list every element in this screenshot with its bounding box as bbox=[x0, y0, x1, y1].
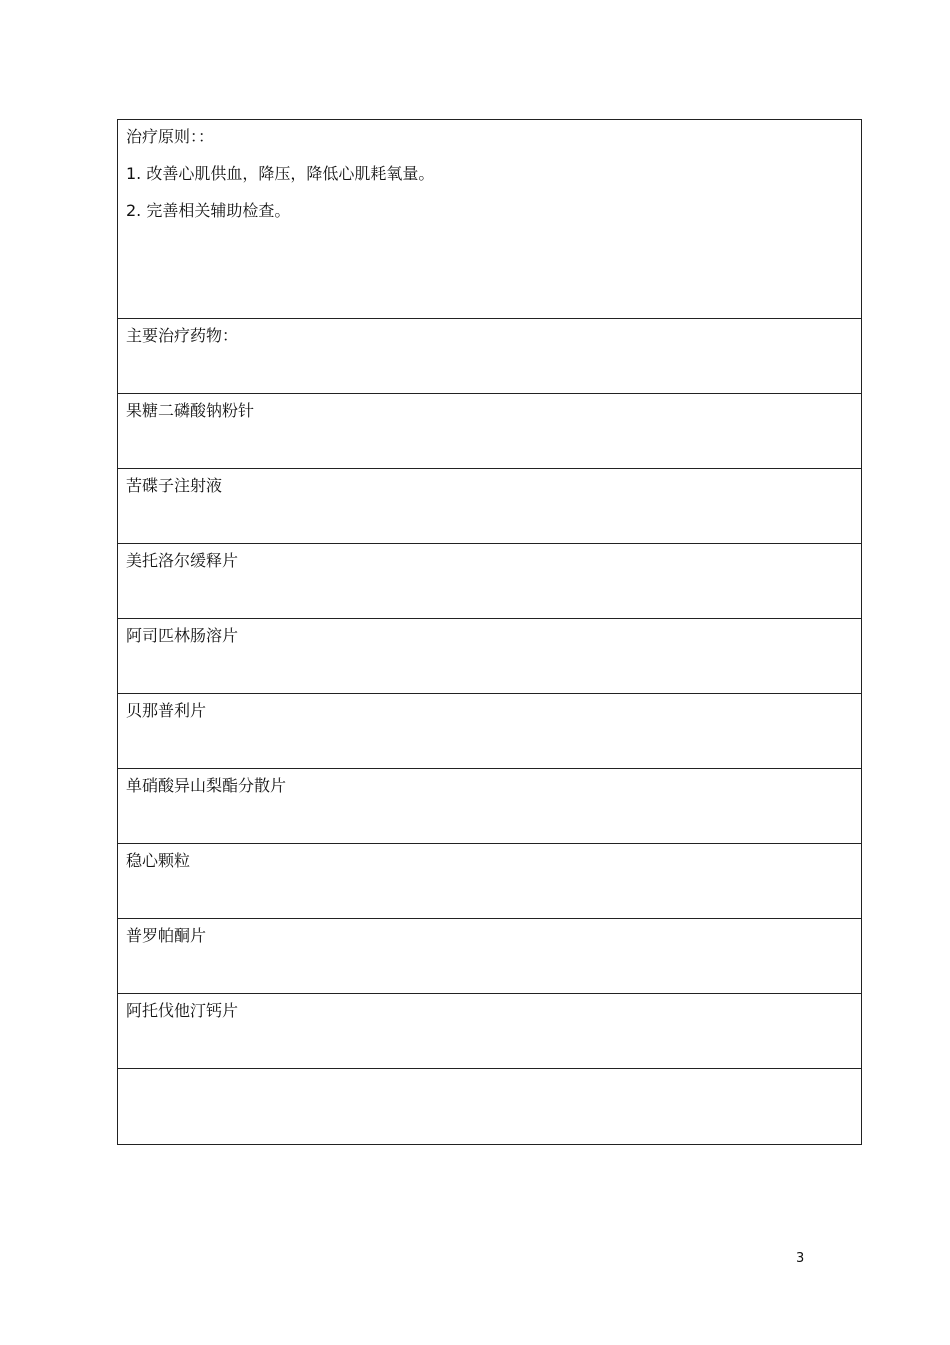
treatment-principle-item: 2. 完善相关辅助检查。 bbox=[126, 201, 291, 220]
medication-name: 美托洛尔缓释片 bbox=[126, 551, 239, 570]
medications-header: 主要治疗药物： bbox=[126, 326, 239, 345]
medication-name: 贝那普利片 bbox=[126, 701, 207, 720]
medication-name: 苦碟子注射液 bbox=[126, 476, 223, 495]
page-number: 3 bbox=[796, 1251, 805, 1266]
medication-row bbox=[118, 619, 861, 694]
medication-name: 阿托伐他汀钙片 bbox=[126, 1001, 239, 1020]
medication-row bbox=[118, 694, 861, 769]
medication-name: 普罗帕酮片 bbox=[126, 926, 207, 945]
medication-row bbox=[118, 844, 861, 919]
medication-row bbox=[118, 769, 861, 844]
medication-row bbox=[118, 994, 861, 1069]
medication-name: 稳心颗粒 bbox=[126, 851, 191, 870]
medication-row bbox=[118, 394, 861, 469]
medication-row bbox=[118, 469, 861, 544]
treatment-principle-item: 1. 改善心肌供血，降压，降低心肌耗氧量。 bbox=[126, 164, 435, 183]
medication-row bbox=[118, 919, 861, 994]
medications-header-cell bbox=[118, 319, 861, 394]
treatment-table bbox=[117, 119, 862, 1145]
medication-name: 果糖二磷酸钠粉针 bbox=[126, 401, 255, 420]
treatment-principles-label: 治疗原则：： bbox=[126, 127, 215, 146]
medication-row bbox=[118, 544, 861, 619]
medication-name: 单硝酸异山梨酯分散片 bbox=[126, 776, 287, 795]
medication-name: 阿司匹林肠溶片 bbox=[126, 626, 239, 645]
empty-row bbox=[118, 1069, 861, 1144]
treatment-principles-cell bbox=[118, 120, 861, 319]
